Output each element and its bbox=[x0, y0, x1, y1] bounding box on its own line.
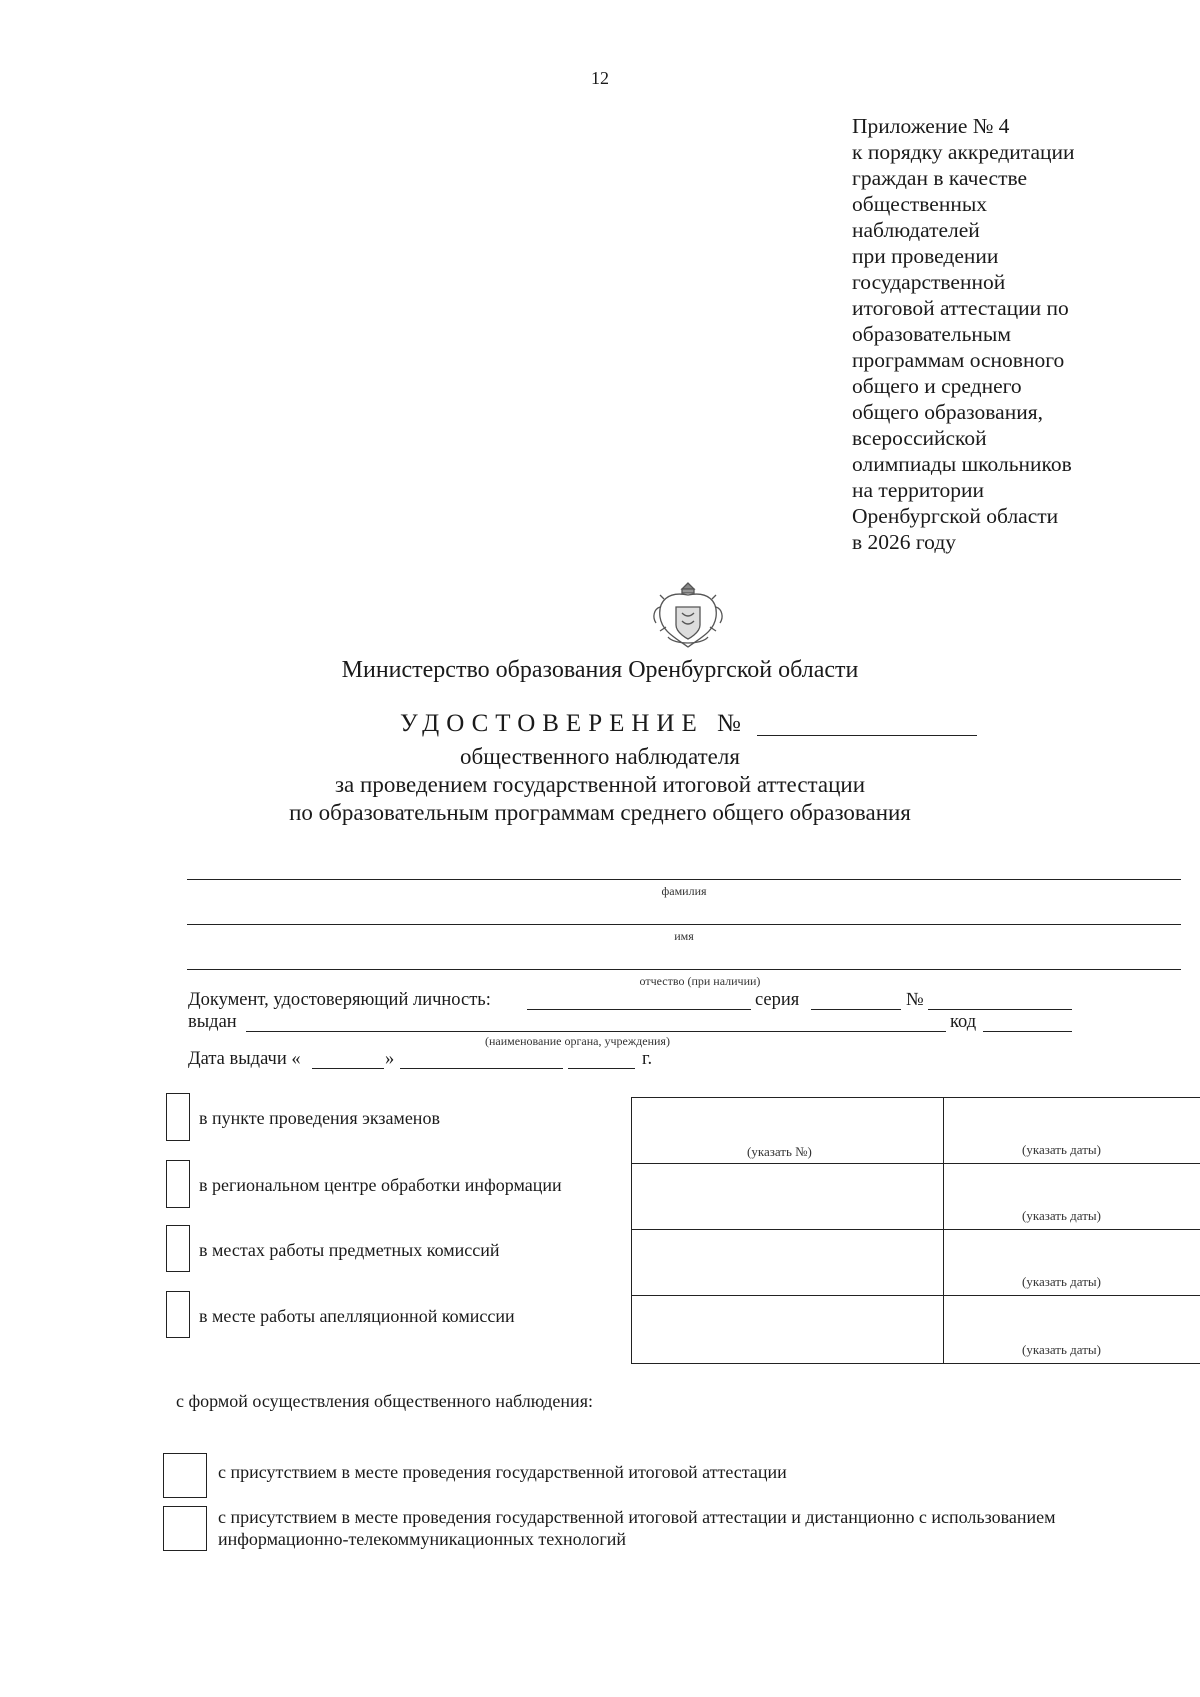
issue-date-label: Дата выдачи « bbox=[188, 1049, 301, 1069]
certificate-title: УДОСТОВЕРЕНИЕ № bbox=[400, 710, 748, 737]
id-document-field[interactable] bbox=[527, 1009, 751, 1010]
observation-form-label: с формой осуществления общественного наблюдения: bbox=[176, 1391, 593, 1411]
issue-year-field[interactable] bbox=[568, 1068, 635, 1069]
patronymic-line[interactable] bbox=[187, 969, 1181, 970]
dates-caption: (указать даты) bbox=[1022, 1142, 1101, 1157]
appendix-line: Приложение № 4 bbox=[852, 114, 1010, 138]
appendix-line: на территории bbox=[852, 478, 984, 502]
appendix-block bbox=[852, 113, 1152, 555]
appeal-commission-dates-cell[interactable] bbox=[943, 1295, 1200, 1364]
checkbox-appeal-commission[interactable] bbox=[166, 1291, 190, 1338]
series-field[interactable] bbox=[811, 1009, 901, 1010]
appendix-line: общего образования, bbox=[852, 400, 1043, 424]
patronymic-caption: отчество (при наличии) bbox=[639, 974, 761, 988]
checkbox-onsite-and-remote-observation[interactable] bbox=[163, 1506, 207, 1551]
page-number: 12 bbox=[591, 68, 609, 88]
location-label: в местах работы предметных комиссий bbox=[199, 1240, 500, 1260]
issuer-caption: (наименование органа, учреждения) bbox=[485, 1034, 670, 1048]
series-label: серия bbox=[755, 990, 800, 1010]
appendix-line: к порядку аккредитации bbox=[852, 140, 1075, 164]
code-field[interactable] bbox=[983, 1031, 1072, 1032]
certificate-subtitle-line: за проведением государственной итоговой аттестации bbox=[334, 772, 866, 797]
certificate-subtitle-line: по образовательным программам среднего общего образования bbox=[289, 800, 911, 825]
subject-commissions-dates-cell[interactable] bbox=[943, 1229, 1200, 1296]
dates-caption: (указать даты) bbox=[1022, 1342, 1101, 1357]
name-line[interactable] bbox=[187, 924, 1181, 925]
issue-date-close: » bbox=[385, 1049, 395, 1069]
location-label: в месте работы апелляционной комиссии bbox=[199, 1306, 515, 1326]
checkbox-exam-point[interactable] bbox=[166, 1093, 190, 1141]
issue-month-field[interactable] bbox=[400, 1068, 563, 1069]
dates-caption: (указать даты) bbox=[1022, 1208, 1101, 1223]
year-suffix: г. bbox=[642, 1049, 653, 1069]
issued-label: выдан bbox=[188, 1012, 237, 1032]
subject-commissions-cell[interactable] bbox=[631, 1229, 944, 1296]
location-label: в региональном центре обработки информации bbox=[199, 1175, 562, 1195]
issue-day-field[interactable] bbox=[312, 1068, 384, 1069]
appendix-line: образовательным bbox=[852, 322, 1011, 346]
appendix-line: граждан в качестве bbox=[852, 166, 1028, 190]
appendix-line: государственной bbox=[852, 270, 1006, 294]
regional-center-cell[interactable] bbox=[631, 1163, 944, 1230]
appendix-line: при проведении bbox=[852, 244, 999, 268]
number-field[interactable] bbox=[928, 1009, 1072, 1010]
name-caption: имя bbox=[674, 929, 694, 943]
certificate-number-line bbox=[757, 735, 977, 736]
checkbox-onsite-observation[interactable] bbox=[163, 1453, 207, 1498]
surname-line[interactable] bbox=[187, 879, 1181, 880]
exam-point-number-cell[interactable] bbox=[631, 1097, 944, 1164]
appendix-line: общего и среднего bbox=[852, 374, 1022, 398]
appendix-line: в 2026 году bbox=[852, 530, 957, 554]
certificate-subtitle-line: общественного наблюдателя bbox=[460, 744, 740, 769]
coat-of-arms-icon bbox=[648, 577, 728, 657]
surname-caption: фамилия bbox=[661, 884, 707, 898]
number-label: № bbox=[906, 990, 924, 1010]
appendix-line: всероссийской bbox=[852, 426, 987, 450]
location-label: в пункте проведения экзаменов bbox=[199, 1108, 440, 1128]
number-caption: (указать №) bbox=[747, 1144, 812, 1159]
appendix-line: итоговой аттестации по bbox=[852, 296, 1069, 320]
appendix-line: наблюдателей bbox=[852, 218, 980, 242]
appendix-line: Оренбургской области bbox=[852, 504, 1059, 528]
observation-option: с присутствием в месте проведения государственной итоговой аттестации и дистанционно с использованием информационно-телекоммуникационных технологий bbox=[218, 1507, 1056, 1549]
locations-grid bbox=[631, 1097, 1200, 1364]
observation-option: с присутствием в месте проведения государственной итоговой аттестации bbox=[218, 1462, 787, 1482]
checkbox-regional-center[interactable] bbox=[166, 1160, 190, 1208]
exam-point-dates-cell[interactable] bbox=[943, 1097, 1200, 1164]
appendix-line: программам основного bbox=[852, 348, 1065, 372]
checkbox-subject-commissions[interactable] bbox=[166, 1225, 190, 1272]
issuer-field[interactable] bbox=[246, 1031, 946, 1032]
dates-caption: (указать даты) bbox=[1022, 1274, 1101, 1289]
appendix-line: олимпиады школьников bbox=[852, 452, 1072, 476]
regional-center-dates-cell[interactable] bbox=[943, 1163, 1200, 1230]
appeal-commission-cell[interactable] bbox=[631, 1295, 944, 1364]
appendix-line: общественных bbox=[852, 192, 988, 216]
ministry-name: Министерство образования Оренбургской области bbox=[341, 657, 859, 683]
code-label: код bbox=[950, 1012, 977, 1032]
id-document-label: Документ, удостоверяющий личность: bbox=[188, 990, 491, 1010]
